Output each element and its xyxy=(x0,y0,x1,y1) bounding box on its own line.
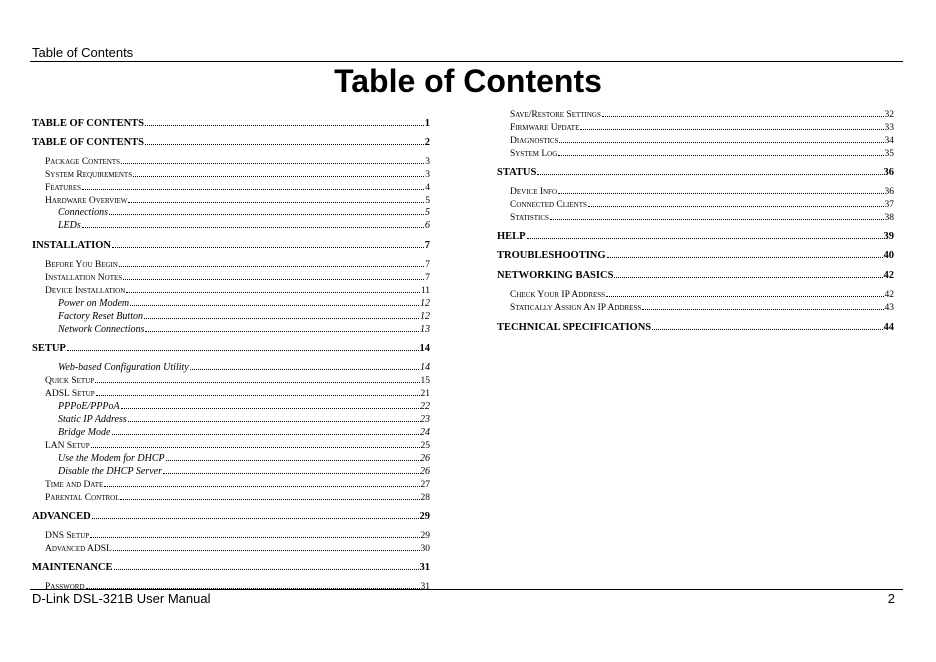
toc-entry-page: 22 xyxy=(420,401,430,412)
toc-entry-page: 39 xyxy=(883,231,894,242)
toc-dot-leader xyxy=(96,395,420,396)
toc-entry-label: TROUBLESHOOTING xyxy=(497,250,606,261)
toc-dot-leader xyxy=(559,142,883,143)
toc-entry[interactable] xyxy=(497,197,894,210)
toc-entry[interactable] xyxy=(32,154,430,167)
toc-entry-label: Static IP Address xyxy=(58,414,127,425)
toc-entry-page: 32 xyxy=(884,110,894,120)
footer-manual-title: D-Link DSL-321B User Manual xyxy=(32,591,211,606)
toc-entry-label: STATUS xyxy=(497,167,537,178)
toc-entry-page: 14 xyxy=(419,343,430,354)
toc-entry[interactable] xyxy=(32,238,430,251)
toc-dot-leader xyxy=(550,219,884,220)
toc-entry-label: Installation Notes xyxy=(45,273,123,283)
toc-entry[interactable] xyxy=(32,477,430,490)
toc-dot-leader xyxy=(580,129,883,130)
toc-dot-leader xyxy=(90,537,419,538)
toc-entry-page: 42 xyxy=(883,270,894,281)
toc-dot-leader xyxy=(128,421,419,422)
toc-entry[interactable] xyxy=(32,167,430,180)
toc-entry-page: 28 xyxy=(420,493,430,503)
toc-entry-page: 3 xyxy=(425,157,430,167)
toc-entry-label: Connected Clients xyxy=(510,200,587,210)
toc-entry-label: Device Installation xyxy=(45,286,126,296)
toc-entry-label: Connections xyxy=(58,207,108,218)
toc-dot-leader xyxy=(126,292,420,293)
toc-dot-leader xyxy=(602,116,884,117)
toc-entry-page: 31 xyxy=(420,582,430,592)
toc-entry-label: Bridge Mode xyxy=(58,427,111,438)
toc-dot-leader xyxy=(133,176,424,177)
toc-entry[interactable] xyxy=(32,135,430,148)
toc-entry-label: LEDs xyxy=(58,220,81,231)
toc-entry[interactable] xyxy=(497,300,894,313)
toc-dot-leader xyxy=(112,434,420,435)
toc-entry-page: 36 xyxy=(883,167,894,178)
toc-entry[interactable] xyxy=(497,120,894,133)
toc-dot-leader xyxy=(163,473,419,474)
toc-dot-leader xyxy=(119,266,424,267)
toc-dot-leader xyxy=(130,305,419,306)
toc-entry[interactable] xyxy=(497,133,894,146)
toc-entry[interactable] xyxy=(497,229,894,242)
toc-entry-label: TABLE OF CONTENTS xyxy=(32,137,145,148)
toc-entry-page: 35 xyxy=(884,149,894,159)
toc-entry-page: 7 xyxy=(425,273,430,283)
toc-entry-label: MAINTENANCE xyxy=(32,562,113,573)
toc-entry-label: Diagnostics xyxy=(510,136,559,146)
toc-entry-page: 29 xyxy=(419,511,430,522)
toc-entry[interactable] xyxy=(32,296,430,309)
toc-entry-label: Time and Date xyxy=(45,480,104,490)
toc-entry-label: TABLE OF CONTENTS xyxy=(32,118,145,129)
running-header: Table of Contents xyxy=(32,45,134,60)
toc-entry-label: ADVANCED xyxy=(32,511,91,522)
toc-dot-leader xyxy=(588,206,884,207)
toc-dot-leader xyxy=(145,144,424,145)
toc-entry-label: Factory Reset Button xyxy=(58,311,143,322)
toc-dot-leader xyxy=(92,518,419,519)
toc-entry[interactable] xyxy=(32,180,430,193)
toc-dot-leader xyxy=(82,227,424,228)
toc-entry-page: 12 xyxy=(420,311,430,322)
toc-dot-leader xyxy=(123,279,424,280)
toc-entry[interactable] xyxy=(32,218,430,231)
toc-entry-page: 21 xyxy=(420,389,430,399)
toc-dot-leader xyxy=(166,460,419,461)
toc-entry[interactable] xyxy=(32,386,430,399)
toc-entry-page: 2 xyxy=(424,137,430,148)
toc-dot-leader xyxy=(121,163,424,164)
toc-entry-label: HELP xyxy=(497,231,526,242)
toc-entry[interactable] xyxy=(32,205,430,218)
toc-dot-leader xyxy=(606,296,883,297)
toc-entry[interactable] xyxy=(32,412,430,425)
toc-dot-leader xyxy=(109,214,424,215)
toc-entry[interactable] xyxy=(32,341,430,354)
toc-entry[interactable] xyxy=(32,283,430,296)
toc-entry[interactable] xyxy=(32,451,430,464)
toc-entry[interactable] xyxy=(32,425,430,438)
footer-rule xyxy=(30,589,903,590)
toc-dot-leader xyxy=(558,155,883,156)
toc-entry-label: Parental Control xyxy=(45,493,120,503)
toc-entry[interactable] xyxy=(32,541,430,554)
toc-entry-label: INSTALLATION xyxy=(32,240,111,251)
toc-entry[interactable] xyxy=(32,528,430,541)
toc-entry-label: NETWORKING BASICS xyxy=(497,270,614,281)
toc-entry-label: Use the Modem for DHCP xyxy=(58,453,165,464)
toc-entry[interactable] xyxy=(32,438,430,451)
toc-entry-label: Device Info xyxy=(510,187,558,197)
toc-dot-leader xyxy=(120,499,419,500)
toc-entry[interactable] xyxy=(497,287,894,300)
toc-entry[interactable] xyxy=(32,490,430,503)
toc-entry-label: Statistics xyxy=(510,213,549,223)
toc-entry[interactable] xyxy=(497,210,894,223)
toc-dot-leader xyxy=(537,174,882,175)
toc-entry-label: Web-based Configuration Utility xyxy=(58,362,189,373)
toc-entry[interactable] xyxy=(32,464,430,477)
toc-entry-page: 14 xyxy=(420,362,430,373)
toc-entry-label: SETUP xyxy=(32,343,66,354)
toc-entry-page: 7 xyxy=(424,240,430,251)
toc-entry-label: Quick Setup xyxy=(45,376,95,386)
toc-entry-label: Hardware Overview xyxy=(45,196,128,206)
toc-entry-label: Before You Begin xyxy=(45,260,118,270)
toc-dot-leader xyxy=(112,247,424,248)
toc-entry[interactable] xyxy=(497,248,894,261)
toc-entry-page: 42 xyxy=(884,290,894,300)
toc-dot-leader xyxy=(190,369,419,370)
toc-dot-leader xyxy=(145,331,419,332)
toc-entry[interactable] xyxy=(32,560,430,573)
toc-dot-leader xyxy=(614,277,882,278)
toc-dot-leader xyxy=(558,193,883,194)
toc-entry-page: 6 xyxy=(425,220,430,231)
toc-entry-page: 37 xyxy=(884,200,894,210)
toc-dot-leader xyxy=(642,309,883,310)
toc-entry-label: Advanced ADSL xyxy=(45,544,112,554)
toc-entry-page: 7 xyxy=(425,260,430,270)
toc-dot-leader xyxy=(104,486,419,487)
toc-entry-page: 31 xyxy=(419,562,430,573)
toc-entry[interactable] xyxy=(32,309,430,322)
toc-entry-page: 40 xyxy=(883,250,894,261)
toc-entry-page: 34 xyxy=(884,136,894,146)
toc-entry-page: 13 xyxy=(420,324,430,335)
toc-dot-leader xyxy=(527,238,883,239)
toc-entry-label: Firmware Update xyxy=(510,123,580,133)
toc-entry-page: 11 xyxy=(420,286,430,296)
toc-entry-page: 43 xyxy=(884,303,894,313)
toc-entry[interactable] xyxy=(497,184,894,197)
toc-entry[interactable] xyxy=(32,322,430,335)
toc-entry-page: 30 xyxy=(420,544,430,554)
toc-entry-label: Statically Assign An IP Address xyxy=(510,303,642,313)
toc-dot-leader xyxy=(652,329,882,330)
toc-entry-label: Disable the DHCP Server xyxy=(58,466,162,477)
toc-entry-page: 44 xyxy=(883,322,894,333)
toc-entry-label: PPPoE/PPPoA xyxy=(58,401,120,412)
toc-entry-label: System Requirements xyxy=(45,170,133,180)
toc-entry[interactable] xyxy=(32,270,430,283)
toc-entry-page: 15 xyxy=(420,376,430,386)
toc-entry-page: 23 xyxy=(420,414,430,425)
toc-dot-leader xyxy=(67,350,419,351)
toc-dot-leader xyxy=(95,382,419,383)
toc-entry-label: LAN Setup xyxy=(45,441,90,451)
toc-entry-label: ADSL Setup xyxy=(45,389,95,399)
toc-entry-page: 33 xyxy=(884,123,894,133)
toc-entry-page: 36 xyxy=(884,187,894,197)
footer-page-number: 2 xyxy=(887,591,895,606)
toc-dot-leader xyxy=(121,408,419,409)
toc-entry-page: 5 xyxy=(425,196,430,206)
toc-entry-page: 27 xyxy=(420,480,430,490)
toc-entry-page: 26 xyxy=(420,453,430,464)
toc-entry-page: 29 xyxy=(420,531,430,541)
toc-entry[interactable] xyxy=(32,257,430,270)
toc-dot-leader xyxy=(113,550,420,551)
page-title: Table of Contents xyxy=(334,63,602,99)
toc-entry-page: 1 xyxy=(424,118,430,129)
toc-entry-label: Check Your IP Address xyxy=(510,290,606,300)
toc-entry[interactable] xyxy=(497,107,894,120)
toc-dot-leader xyxy=(145,125,424,126)
toc-entry[interactable] xyxy=(32,399,430,412)
toc-entry-label: Package Contents xyxy=(45,157,121,167)
toc-dot-leader xyxy=(114,569,419,570)
toc-entry-label: DNS Setup xyxy=(45,531,90,541)
toc-entry-label: Features xyxy=(45,183,82,193)
toc-entry-label: System Log xyxy=(510,149,558,159)
toc-entry[interactable] xyxy=(32,373,430,386)
toc-entry-label: TECHNICAL SPECIFICATIONS xyxy=(497,322,652,333)
toc-entry[interactable] xyxy=(32,509,430,522)
toc-dot-leader xyxy=(82,189,424,190)
toc-entry[interactable] xyxy=(497,320,894,333)
toc-entry[interactable] xyxy=(32,360,430,373)
toc-dot-leader xyxy=(128,202,424,203)
toc-entry[interactable] xyxy=(497,165,894,178)
toc-entry-label: Network Connections xyxy=(58,324,145,335)
toc-entry-page: 25 xyxy=(420,441,430,451)
toc-entry-page: 12 xyxy=(420,298,430,309)
toc-dot-leader xyxy=(91,447,420,448)
toc-entry-page: 38 xyxy=(884,213,894,223)
toc-entry-page: 24 xyxy=(420,427,430,438)
toc-dot-leader xyxy=(607,257,883,258)
toc-entry-page: 4 xyxy=(425,183,430,193)
toc-entry-label: Save/Restore Settings xyxy=(510,110,601,120)
toc-entry-page: 26 xyxy=(420,466,430,477)
toc-dot-leader xyxy=(144,318,419,319)
toc-entry[interactable] xyxy=(497,146,894,159)
toc-entry-label: Power on Modem xyxy=(58,298,130,309)
toc-entry[interactable] xyxy=(497,268,894,281)
toc-entry[interactable] xyxy=(32,116,430,129)
toc-entry-page: 5 xyxy=(425,207,430,218)
toc-entry-label: Password xyxy=(45,582,85,592)
toc-entry-page: 3 xyxy=(425,170,430,180)
